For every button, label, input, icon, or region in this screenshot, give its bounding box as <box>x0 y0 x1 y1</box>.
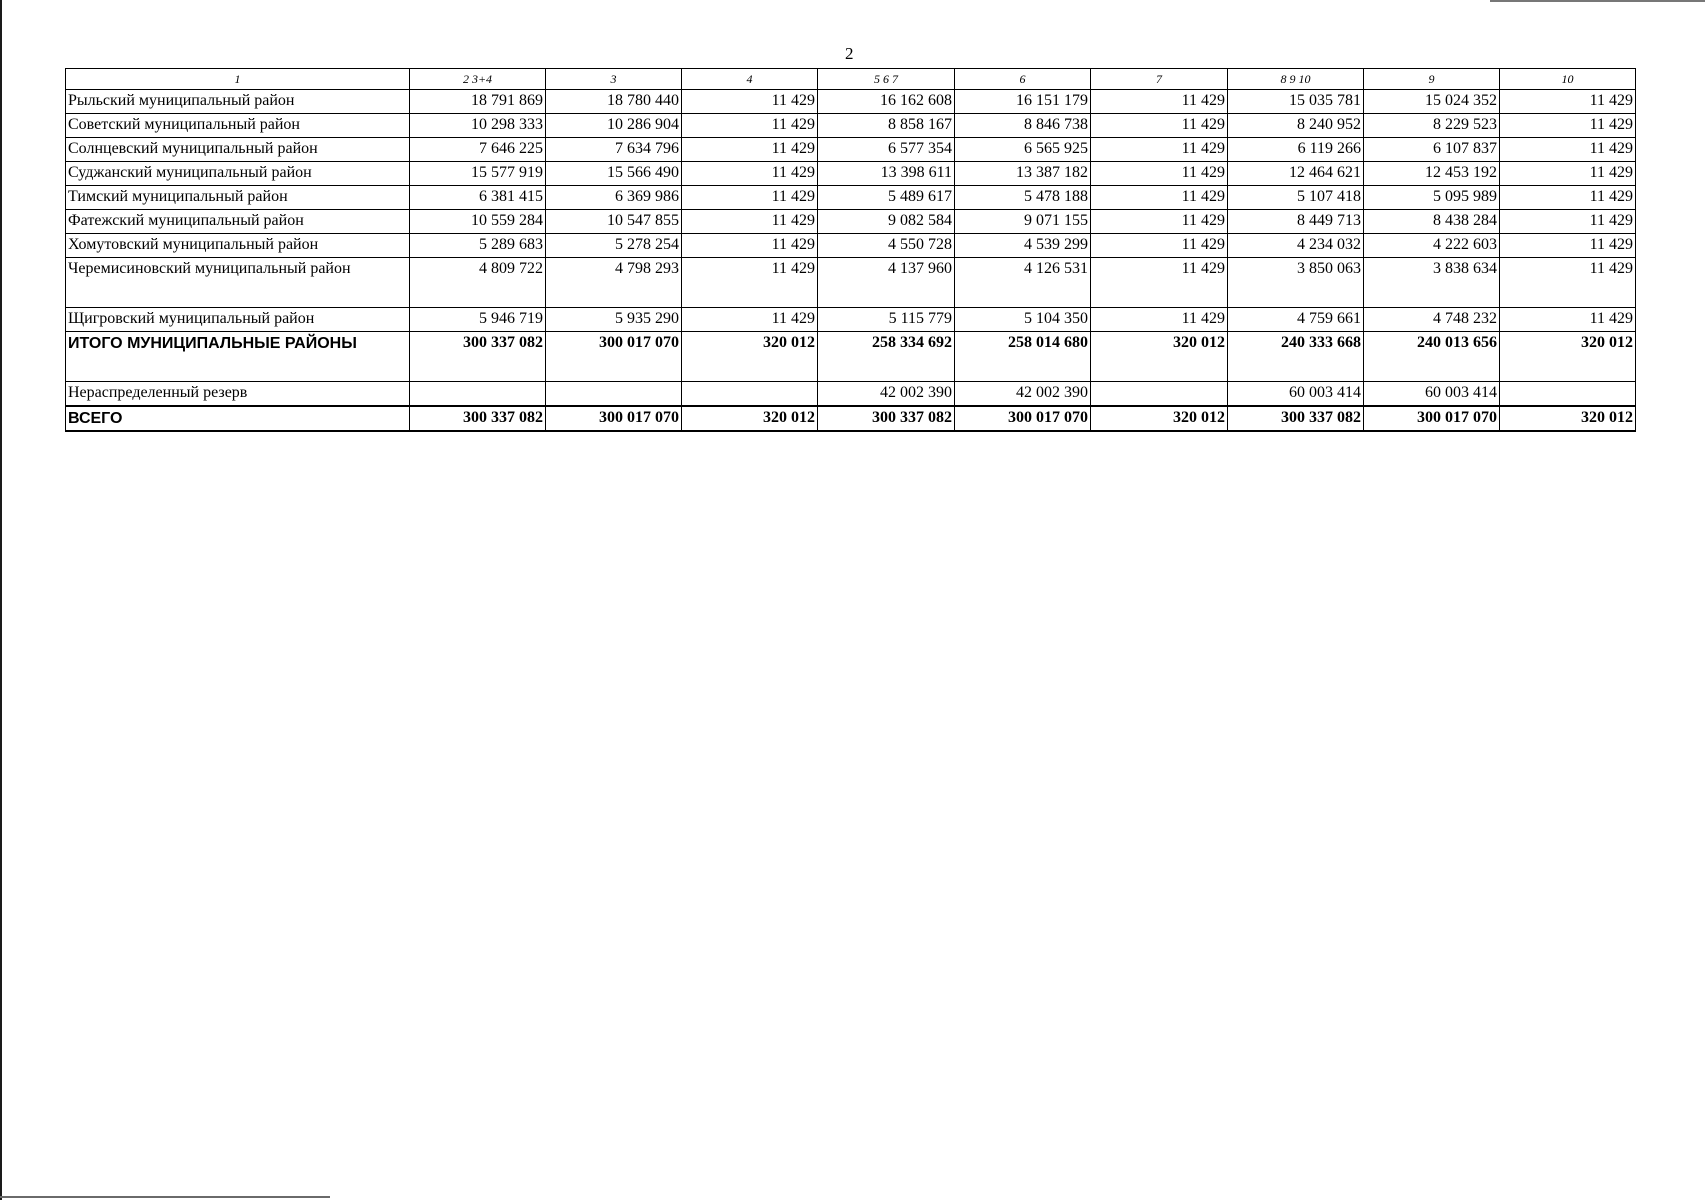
amount-cell: 12 453 192 <box>1364 162 1500 186</box>
amount-cell: 10 547 855 <box>546 210 682 234</box>
district-name-cell: Рыльский муниципальный район <box>66 90 410 114</box>
column-header: 5 6 7 <box>818 69 955 90</box>
amount-cell: 8 449 713 <box>1228 210 1364 234</box>
amount-cell: 8 229 523 <box>1364 114 1500 138</box>
reserve-row <box>66 382 1636 407</box>
budget-table <box>65 68 1636 432</box>
amount-cell: 18 791 869 <box>410 90 546 114</box>
amount-cell: 300 017 070 <box>955 406 1091 431</box>
amount-cell: 5 115 779 <box>818 308 955 332</box>
column-header: 4 <box>682 69 818 90</box>
amount-cell: 15 577 919 <box>410 162 546 186</box>
amount-cell: 11 429 <box>1091 186 1228 210</box>
amount-cell: 11 429 <box>1091 90 1228 114</box>
amount-cell: 11 429 <box>1091 258 1228 308</box>
district-name-cell: ВСЕГО <box>66 406 410 431</box>
amount-cell: 10 286 904 <box>546 114 682 138</box>
amount-cell: 11 429 <box>682 162 818 186</box>
column-header: 2 3+4 <box>410 69 546 90</box>
amount-cell: 6 565 925 <box>955 138 1091 162</box>
amount-cell: 11 429 <box>1500 210 1636 234</box>
table-row <box>66 234 1636 258</box>
amount-cell: 258 014 680 <box>955 332 1091 382</box>
amount-cell: 11 429 <box>682 258 818 308</box>
amount-cell: 13 387 182 <box>955 162 1091 186</box>
amount-cell: 11 429 <box>682 210 818 234</box>
amount-cell: 300 017 070 <box>546 332 682 382</box>
amount-cell: 6 119 266 <box>1228 138 1364 162</box>
page-edge-bottom <box>0 1196 330 1198</box>
amount-cell: 320 012 <box>682 406 818 431</box>
amount-cell: 42 002 390 <box>955 382 1091 407</box>
amount-cell: 11 429 <box>1500 308 1636 332</box>
amount-cell: 10 559 284 <box>410 210 546 234</box>
amount-cell: 258 334 692 <box>818 332 955 382</box>
amount-cell: 5 935 290 <box>546 308 682 332</box>
amount-cell <box>546 382 682 407</box>
district-name-cell: Черемисиновский муниципальный район <box>66 258 410 308</box>
page-number: 2 <box>845 44 854 63</box>
page-edge-top <box>1490 0 1705 2</box>
district-name-cell: ИТОГО МУНИЦИПАЛЬНЫЕ РАЙОНЫ <box>66 332 410 382</box>
amount-cell: 5 289 683 <box>410 234 546 258</box>
column-header: 6 <box>955 69 1091 90</box>
amount-cell: 9 082 584 <box>818 210 955 234</box>
amount-cell: 8 858 167 <box>818 114 955 138</box>
district-name-cell: Нераспределенный резерв <box>66 382 410 407</box>
amount-cell: 15 035 781 <box>1228 90 1364 114</box>
amount-cell: 4 137 960 <box>818 258 955 308</box>
amount-cell: 11 429 <box>1091 162 1228 186</box>
amount-cell: 300 017 070 <box>1364 406 1500 431</box>
amount-cell: 10 298 333 <box>410 114 546 138</box>
amount-cell: 11 429 <box>1500 138 1636 162</box>
column-header: 10 <box>1500 69 1636 90</box>
amount-cell: 11 429 <box>1500 114 1636 138</box>
amount-cell: 5 478 188 <box>955 186 1091 210</box>
amount-cell: 4 798 293 <box>546 258 682 308</box>
amount-cell: 11 429 <box>682 138 818 162</box>
amount-cell: 300 337 082 <box>410 406 546 431</box>
amount-cell: 11 429 <box>1091 308 1228 332</box>
table-row <box>66 90 1636 114</box>
amount-cell <box>1500 382 1636 407</box>
amount-cell: 4 539 299 <box>955 234 1091 258</box>
column-header: 3 <box>546 69 682 90</box>
amount-cell: 11 429 <box>1500 90 1636 114</box>
amount-cell: 11 429 <box>682 90 818 114</box>
amount-cell: 4 759 661 <box>1228 308 1364 332</box>
amount-cell <box>1091 382 1228 407</box>
amount-cell: 12 464 621 <box>1228 162 1364 186</box>
column-header: 9 <box>1364 69 1500 90</box>
amount-cell: 16 151 179 <box>955 90 1091 114</box>
subtotal-row <box>66 332 1636 382</box>
district-name-cell: Щигровский муниципальный район <box>66 308 410 332</box>
amount-cell: 300 337 082 <box>1228 406 1364 431</box>
amount-cell: 5 104 350 <box>955 308 1091 332</box>
amount-cell: 5 278 254 <box>546 234 682 258</box>
table-row <box>66 114 1636 138</box>
amount-cell: 60 003 414 <box>1228 382 1364 407</box>
amount-cell: 4 550 728 <box>818 234 955 258</box>
amount-cell: 4 126 531 <box>955 258 1091 308</box>
amount-cell: 15 566 490 <box>546 162 682 186</box>
amount-cell: 11 429 <box>1091 210 1228 234</box>
amount-cell: 11 429 <box>1500 162 1636 186</box>
table-row <box>66 186 1636 210</box>
amount-cell: 320 012 <box>682 332 818 382</box>
amount-cell: 4 809 722 <box>410 258 546 308</box>
table-row <box>66 258 1636 308</box>
amount-cell: 5 489 617 <box>818 186 955 210</box>
amount-cell: 5 946 719 <box>410 308 546 332</box>
amount-cell: 6 381 415 <box>410 186 546 210</box>
amount-cell: 5 095 989 <box>1364 186 1500 210</box>
amount-cell: 4 222 603 <box>1364 234 1500 258</box>
table-row <box>66 138 1636 162</box>
amount-cell: 13 398 611 <box>818 162 955 186</box>
amount-cell: 4 748 232 <box>1364 308 1500 332</box>
column-header: 1 <box>66 69 410 90</box>
page-edge-left <box>0 0 2 1200</box>
amount-cell: 5 107 418 <box>1228 186 1364 210</box>
amount-cell: 60 003 414 <box>1364 382 1500 407</box>
district-name-cell: Суджанский муниципальный район <box>66 162 410 186</box>
table-header-row <box>66 69 1636 90</box>
amount-cell: 11 429 <box>1091 138 1228 162</box>
amount-cell: 300 337 082 <box>818 406 955 431</box>
column-header: 7 <box>1091 69 1228 90</box>
district-name-cell: Тимский муниципальный район <box>66 186 410 210</box>
amount-cell: 6 369 986 <box>546 186 682 210</box>
district-name-cell: Советский муниципальный район <box>66 114 410 138</box>
amount-cell: 11 429 <box>1091 114 1228 138</box>
amount-cell: 16 162 608 <box>818 90 955 114</box>
amount-cell: 6 577 354 <box>818 138 955 162</box>
column-header: 8 9 10 <box>1228 69 1364 90</box>
amount-cell: 42 002 390 <box>818 382 955 407</box>
amount-cell <box>410 382 546 407</box>
amount-cell: 11 429 <box>1500 234 1636 258</box>
table-row <box>66 210 1636 234</box>
amount-cell <box>682 382 818 407</box>
amount-cell: 11 429 <box>1500 258 1636 308</box>
amount-cell: 240 333 668 <box>1228 332 1364 382</box>
district-name-cell: Фатежский муниципальный район <box>66 210 410 234</box>
amount-cell: 11 429 <box>682 234 818 258</box>
amount-cell: 3 850 063 <box>1228 258 1364 308</box>
amount-cell: 11 429 <box>1091 234 1228 258</box>
amount-cell: 3 838 634 <box>1364 258 1500 308</box>
amount-cell: 7 634 796 <box>546 138 682 162</box>
amount-cell: 300 017 070 <box>546 406 682 431</box>
amount-cell: 11 429 <box>682 186 818 210</box>
amount-cell: 8 438 284 <box>1364 210 1500 234</box>
amount-cell: 320 012 <box>1091 332 1228 382</box>
amount-cell: 320 012 <box>1500 332 1636 382</box>
grand-total-row <box>66 406 1636 431</box>
amount-cell: 6 107 837 <box>1364 138 1500 162</box>
amount-cell: 320 012 <box>1500 406 1636 431</box>
amount-cell: 11 429 <box>682 114 818 138</box>
table-row <box>66 308 1636 332</box>
amount-cell: 11 429 <box>682 308 818 332</box>
amount-cell: 9 071 155 <box>955 210 1091 234</box>
district-name-cell: Солнцевский муниципальный район <box>66 138 410 162</box>
amount-cell: 7 646 225 <box>410 138 546 162</box>
amount-cell: 11 429 <box>1500 186 1636 210</box>
amount-cell: 240 013 656 <box>1364 332 1500 382</box>
amount-cell: 15 024 352 <box>1364 90 1500 114</box>
amount-cell: 8 846 738 <box>955 114 1091 138</box>
table-row <box>66 162 1636 186</box>
amount-cell: 320 012 <box>1091 406 1228 431</box>
amount-cell: 4 234 032 <box>1228 234 1364 258</box>
amount-cell: 8 240 952 <box>1228 114 1364 138</box>
district-name-cell: Хомутовский муниципальный район <box>66 234 410 258</box>
amount-cell: 18 780 440 <box>546 90 682 114</box>
amount-cell: 300 337 082 <box>410 332 546 382</box>
